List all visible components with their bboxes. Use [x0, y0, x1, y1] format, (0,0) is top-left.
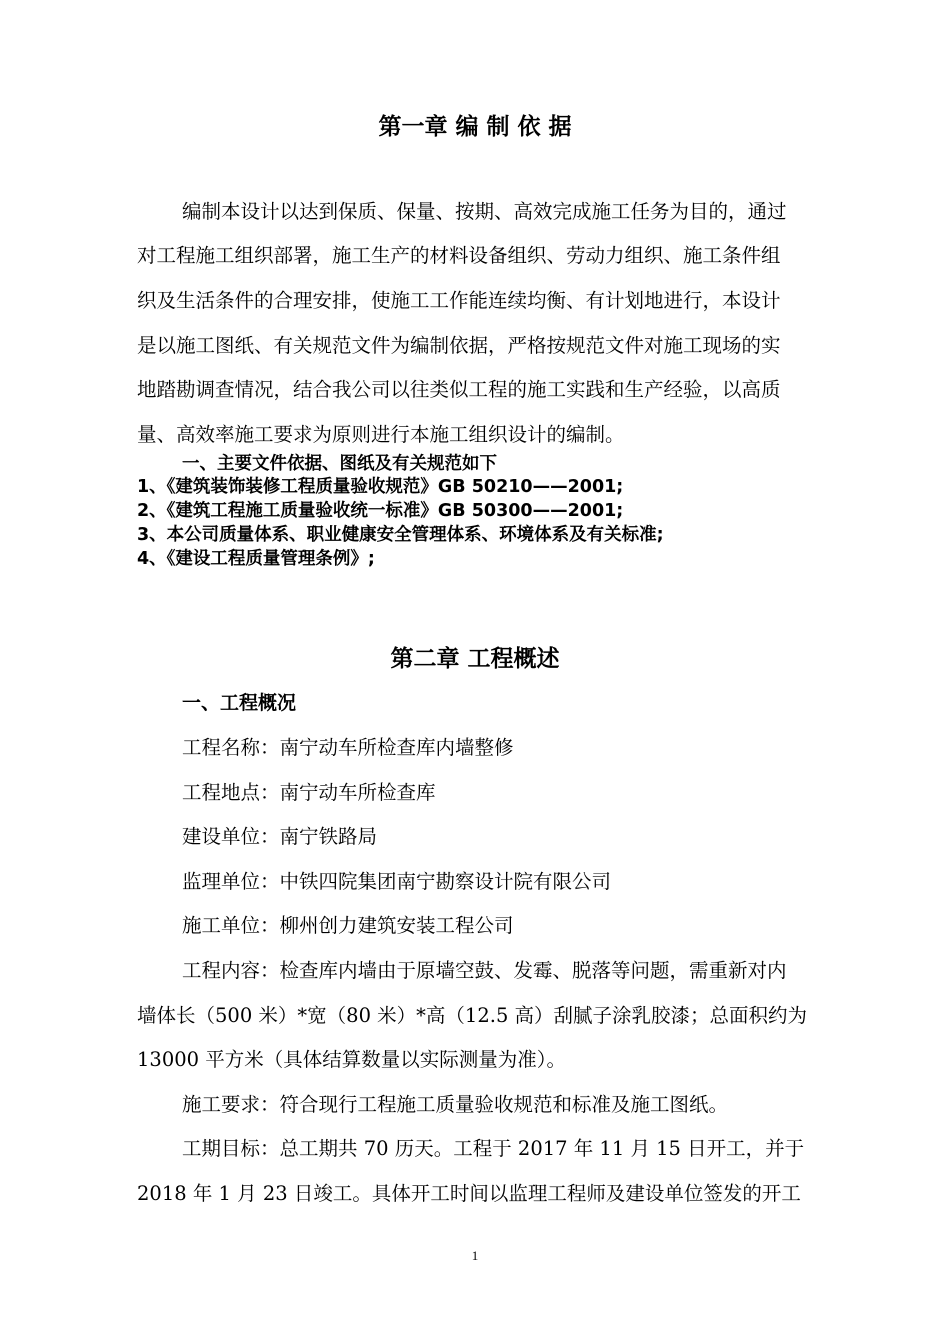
construction-requirement: 施工要求：符合现行工程施工质量验收规范和标准及施工图纸。	[182, 1093, 729, 1116]
project-info-item: 工程名称：南宁动车所检查库内墙整修	[182, 736, 514, 759]
project-info-item: 监理单位：中铁四院集团南宁勘察设计院有限公司	[182, 870, 612, 893]
chapter1-para-line: 织及生活条件的合理安排，使施工工作能连续均衡、有计划地进行，本设计	[137, 289, 781, 312]
chapter2-section-heading: 一、工程概况	[182, 692, 297, 714]
chapter1-title: 第一章 编 制 依 据	[378, 114, 572, 140]
chapter1-para-line: 地踏勘调查情况，结合我公司以往类似工程的施工实践和生产经验，以高质	[137, 378, 781, 401]
project-info-item: 工程地点：南宁动车所检查库	[182, 781, 436, 804]
schedule-line: 工期目标：总工期共 70 历天。工程于 2017 年 11 月 15 日开工，并于	[182, 1137, 805, 1160]
reference-item: 3、本公司质量体系、职业健康安全管理体系、环境体系及有关标准;	[137, 525, 664, 545]
chapter1-para-line: 是以施工图纸、有关规范文件为编制依据，严格按规范文件对施工现场的实	[137, 334, 781, 357]
project-content-line: 13000 平方米（具体结算数量以实际测量为准）。	[137, 1048, 566, 1071]
chapter1-section-heading: 一、主要文件依据、图纸及有关规范如下	[182, 454, 497, 474]
page-number: 1	[471, 1248, 479, 1263]
project-content-line: 工程内容：检查库内墙由于原墙空鼓、发霉、脱落等问题，需重新对内	[182, 959, 787, 982]
chapter1-para-line: 对工程施工组织部署，施工生产的材料设备组织、劳动力组织、施工条件组	[137, 244, 781, 267]
chapter2-title: 第二章 工程概述	[390, 646, 560, 672]
project-content-line: 墙体长（500 米）*宽（80 米）*高（12.5 高）刮腻子涂乳胶漆；总面积约为	[137, 1004, 808, 1027]
reference-item: 2、《建筑工程施工质量验收统一标准》GB 50300——2001;	[137, 501, 624, 521]
project-info-item: 施工单位：柳州创力建筑安装工程公司	[182, 914, 514, 937]
schedule-line: 2018 年 1 月 23 日竣工。具体开工时间以监理工程师及建设单位签发的开工	[137, 1182, 801, 1205]
reference-item: 1、《建筑装饰装修工程质量验收规范》GB 50210——2001;	[137, 477, 624, 497]
chapter1-para-line: 编制本设计以达到保质、保量、按期、高效完成施工任务为目的，通过	[182, 200, 787, 223]
chapter1-para-line: 量、高效率施工要求为原则进行本施工组织设计的编制。	[137, 423, 625, 446]
reference-item: 4、《建设工程质量管理条例》;	[137, 549, 375, 569]
project-info-item: 建设单位：南宁铁路局	[182, 825, 378, 848]
